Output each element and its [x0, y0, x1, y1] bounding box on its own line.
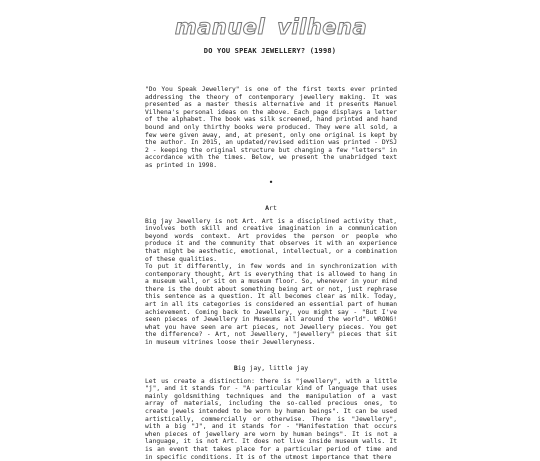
big-jay-paragraph-1: Let us create a distinction: there is "jewellery", with a little "j", and it stands for - "A particular kind of language that uses mainly goldsmithing techniques and the manipulation of a vast array of materials, including the so-called precious ones, to create jewels intended to be worn by human beings". It can be used artistically, commercially or otherwise. There is "Jewellery", with a big "J", and it stands for - "Manifestation that occurs when pieces of jewellery are worn by human beings". It is not a language, it is not Art. It does not live inside museum walls. It is an event that takes place for a particular period of time and in specific conditions. It is of the utmost importance that there	[145, 377, 397, 461]
intro-paragraph: "Do You Speak Jewellery" is one of the first texts ever printed addressing the theory of contemporary jewellery making. It was presented as a master thesis alternative and it presents Manuel Vilhena's personal ideas on the above. Each page displays a letter of the alphabet. The book was silk screened, hand printed and hand bound and only thirthy books were produced. They were all sold, a few were given away, and, at present, only one original is kept by the author. In 2015, an updated/revised edition was printed - DYSJ 2 - keeping the original structure but changing a few "letters" in accordance with the times. Below, we present the unabridged text as printed in 1998.	[145, 86, 397, 169]
site-logo[interactable]	[174, 14, 368, 40]
art-paragraph-1: Big jay Jewellery is not Art. Art is a disciplined activity that, involves both skill and creative imagination in a communication beyond words context. Art provides the person or people who produce it and the community that observes it with an experience that might be aesthetic, emotional, intellectual, or a combination of these qualities.	[145, 217, 397, 263]
logo-word-manuel: manuel	[174, 15, 266, 39]
heading-rest: ig jay, little jay	[237, 363, 309, 372]
heading-initial: B	[233, 363, 238, 372]
logo-word-vilhena: vilhena	[277, 15, 368, 39]
article-body	[145, 86, 397, 461]
art-paragraph-2: To put it differently, in few words and in synchronization with contemporary thought, Art is everything that is allowed to hang in a museum wall, or sit on a museum floor. So, whenever in your mind there is the doubt about something being art or not, just rephrase this sentence as a question. It all becomes clear as milk. Today, art in all its categories is considered an essential part of human achievement. Coming back to Jewellery, you might say - "But I've seen pieces of Jewellery in Museums all around the world". WRONG! what you have seen are art pieces, not Jewellery pieces. You get the difference? - Art, not Jewellery, "jewellery" pieces that sit in museum vitrines loose their Jewelleryness.	[145, 263, 397, 347]
page-title: DO YOU SPEAK JEWELLERY? (1998)	[203, 47, 337, 55]
section-heading-big-jay	[145, 364, 397, 372]
section-separator: •	[268, 177, 274, 187]
heading-initial: A	[265, 203, 270, 212]
section-heading-art	[145, 204, 397, 212]
heading-rest: rt	[269, 203, 277, 212]
